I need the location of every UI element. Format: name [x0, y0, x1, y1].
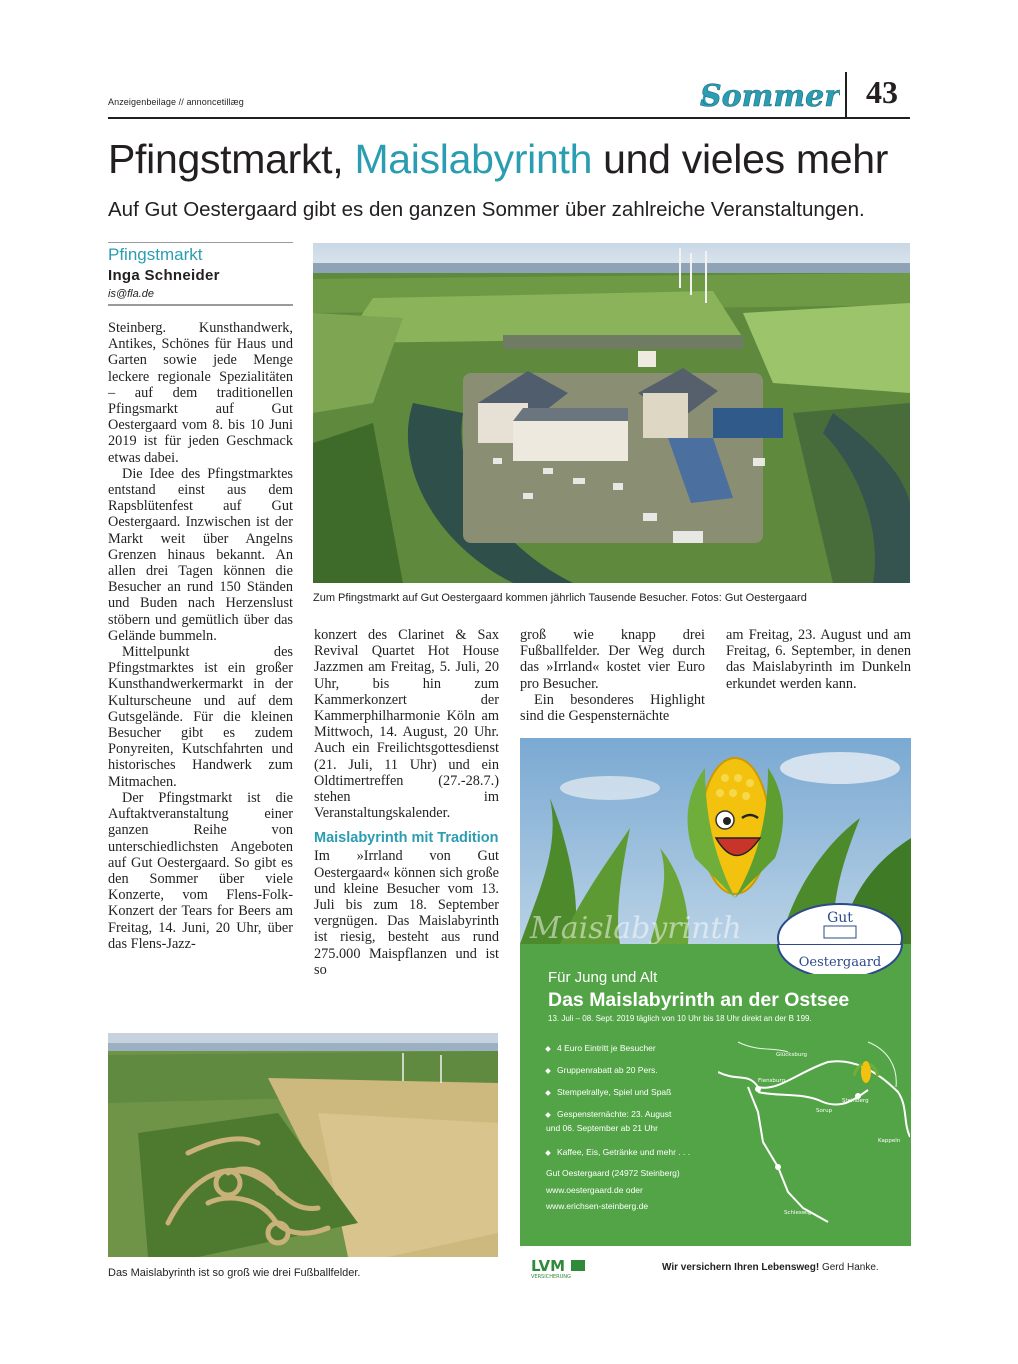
svg-text:Steinberg: Steinberg	[842, 1098, 869, 1104]
ad-item: Kaffee, Eis, Getränke und mehr . . .	[546, 1146, 690, 1158]
ad-item: Gespensternächte: 23. August	[546, 1108, 671, 1120]
text-column-1	[108, 320, 293, 1024]
ad-website-2[interactable]: www.erichsen-steinberg.de	[546, 1201, 649, 1211]
ad-route-map	[718, 1032, 910, 1228]
author-name: Inga Schneider	[108, 267, 220, 284]
byline-rule-top	[108, 242, 293, 243]
bullet-icon	[545, 1090, 551, 1096]
ad-badge-line2: Oestergaard	[798, 955, 882, 970]
ad-title: Das Maislabyrinth an der Ostsee	[548, 989, 850, 1011]
bullet-icon	[545, 1068, 551, 1074]
logo-text: Sommer	[700, 79, 840, 114]
ad-item: 4 Euro Eintritt je Besucher	[546, 1042, 656, 1054]
paragraph: konzert des Clarinet & Sax Revival Quartet Hot House Jazzmen am Freitag, 5. Juli, 20 Uhr, bis hin zum Kammerkonzert der Kammerphilharmonie Köln am Mittwoch, 14. August, 20 Uhr. Auch ein Freilichtsgottesdienst (21. Juli, 11 Uhr) und ein Oldtimertreffen (27.-28.7.) stehen im Veranstaltungskalender.	[314, 627, 499, 822]
paragraph: Ein besonderes Highlight sind die Gespensternächte	[520, 691, 705, 725]
text-column-2	[314, 627, 499, 1027]
paragraph: Steinberg. Kunsthandwerk, Antikes, Schönes für Haus und Garten sowie jede Menge leckere regionale Spezialitäten – auf dem traditionellen Pfingsmarkt auf Gut Oestergaard vom 8. bis 10 Juni 2019 ist für jeden Geschmack etwas dabei.	[108, 320, 293, 466]
article-subtitle: Auf Gut Oestergaard gibt es den ganzen Sommer über zahlreiche Veranstaltungen.	[108, 198, 865, 221]
svg-text:Glücksburg: Glücksburg	[776, 1052, 807, 1058]
subheading: Maislabyrinth mit Tradition	[314, 830, 499, 847]
ad-item: Gruppenrabatt ab 20 Pers.	[546, 1064, 658, 1076]
bullet-icon	[545, 1150, 551, 1156]
text-column-3	[520, 627, 705, 733]
lvm-logo	[531, 1257, 593, 1279]
paragraph: Im »Irrland von Gut Oestergaard« können sich große und kleine Besucher vom 13. Juli bis zum 18. September vergnügen. Das Maislabyrinth ist riesig, besteht aus rund 275.000 Maispflanzen und ist so	[314, 848, 499, 978]
paragraph: Der Pfingstmarkt ist die Auftaktveranstaltung einer ganzen Reihe von unterschiedlichsten Angeboten auf Gut Oestergaard. So gibt es den Sommer über viele Konzerte, vom Flens-Folk-Konzert der Tears for Beers am Freitag, 14. Juni, 20 Uhr, über das Flens-Jazz-	[108, 789, 293, 952]
ad-website-1[interactable]: www.oestergaard.de oder	[546, 1185, 643, 1195]
paragraph: am Freitag, 23. August und am Freitag, 6. September, in denen das Maislabyrinth im Dunkeln erkundet werden kann.	[726, 627, 911, 692]
maislabyrinth-ad[interactable]	[520, 738, 911, 1246]
svg-text:Flensburg: Flensburg	[758, 1078, 786, 1084]
title-part1: Pfingstmarkt,	[108, 136, 344, 182]
lvm-logo-sub: VERSICHERUNG	[531, 1274, 571, 1279]
bullet-icon	[545, 1112, 551, 1118]
ad-badge-line1: Gut	[827, 910, 853, 926]
paragraph: Mittelpunkt des Pfingstmarktes ist ein großer Kunsthandwerkermarkt in der Kulturscheune und auf dem Gutsgelände. Für die kleinen Besucher gibt es zudem Ponyreiten, Kutschfahrten und historisches Handwerk zum Mitmachen.	[108, 644, 293, 790]
slogan-bold: Wir versichern Ihren Lebensweg!	[662, 1262, 820, 1273]
sommer-logo	[700, 70, 840, 116]
paragraph: Die Idee des Pfingstmarktes entstand einst aus dem Rapsblütenfest auf Gut Oestergaard. Inzwischen ist der Markt weit über Angelns Grenzen hinaus bekannt. An allen drei Tagen können die Besucher an rund 150 Ständen und Buden nach Herzenslust stöbern und gemütlich über das Gelände bummeln.	[108, 465, 293, 644]
lvm-logo-text: LVM	[531, 1257, 566, 1275]
text-column-4	[726, 627, 911, 719]
svg-text:Schleswig: Schleswig	[784, 1210, 812, 1216]
photo-caption-2: Das Maislabyrinth ist so groß wie drei Fußballfelder.	[108, 1267, 361, 1279]
photo-caption-1: Zum Pfingstmarkt auf Gut Oestergaard kommen jährlich Tausende Besucher. Fotos: Gut Oestergaard	[313, 592, 807, 604]
ad-dates: 13. Juli – 08. Sept. 2019 täglich von 10 Uhr bis 18 Uhr direkt an der B 199.	[548, 1014, 812, 1023]
header-separator	[845, 72, 847, 118]
svg-text:Sorup: Sorup	[816, 1108, 833, 1114]
slogan-name: Gerd Hanke.	[821, 1262, 879, 1273]
page-number: 43	[866, 74, 898, 110]
ad-tagline: Für Jung und Alt	[548, 969, 658, 986]
ad-address: Gut Oestergaard (24972 Steinberg)	[546, 1168, 680, 1178]
section-label: Pfingstmarkt	[108, 245, 203, 264]
lvm-slogan	[662, 1262, 879, 1273]
ad-corn-banner	[520, 738, 911, 944]
title-highlight: Maislabyrinth	[354, 136, 593, 182]
header-rule	[108, 117, 910, 119]
article-title	[108, 136, 888, 183]
paragraph: groß wie knapp drei Fußballfelder. Der Weg durch das »Irrland« kostet vier Euro pro Besucher.	[520, 627, 705, 692]
svg-text:Kappeln: Kappeln	[878, 1138, 901, 1144]
estate-aerial-photo	[313, 243, 910, 583]
ad-item-continued: und 06. September ab 21 Uhr	[546, 1123, 658, 1133]
author-email[interactable]: is@fla.de	[108, 288, 155, 300]
ad-item: Stempelrallye, Spiel und Spaß	[546, 1086, 671, 1098]
title-part2: und vieles mehr	[603, 136, 889, 182]
bullet-icon	[545, 1046, 551, 1052]
ad-banner-text: Maislabyrinth	[530, 911, 742, 944]
byline-rule-bottom	[108, 304, 293, 306]
supplement-label: Anzeigenbeilage // annoncetillæg	[108, 97, 244, 107]
maize-labyrinth-photo	[108, 1033, 498, 1257]
